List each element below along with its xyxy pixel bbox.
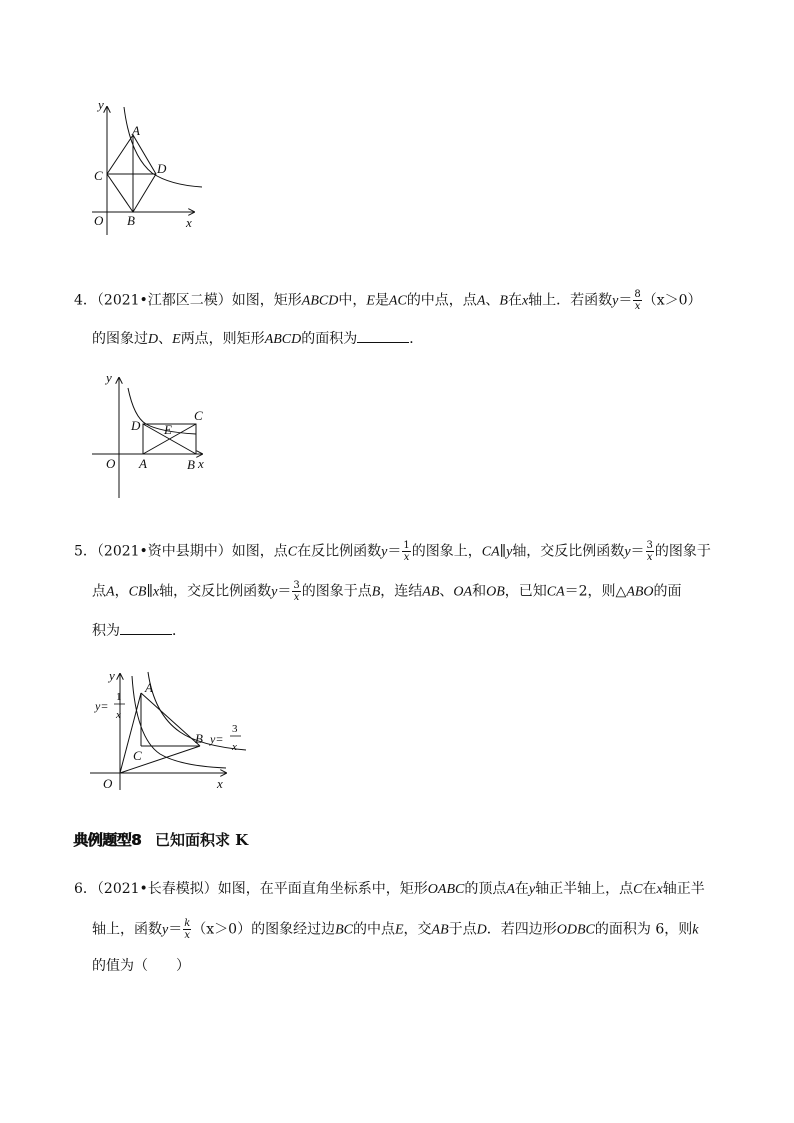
q5-fraction-3: $\frac{3}{x}$ [646,540,653,563]
q4-text: 中， [338,292,367,309]
q5-var-oa: OA [453,584,473,600]
q5-text: ，连结 [380,583,423,600]
q4-var-e: E [366,293,375,309]
label-a: A [139,456,147,471]
label-d: D [157,161,167,176]
q6-text: 的顶点 [464,881,507,897]
label-curve3-lhs: y= [210,732,224,746]
label-b: B [127,213,135,228]
q6-text: 的面积为 6，则 [594,921,693,938]
q4-var-d: D [148,332,159,347]
q6-text: 的图象经过边 [251,921,336,938]
q6-text: 在 [514,881,529,897]
q6-answer-paren: 的值为（ ） [92,958,190,974]
q5-text: 积为 [92,623,120,639]
q4-text: 在 [507,292,522,309]
q6-var-odbc: ODBC [556,922,595,938]
figure-q4-svg [90,372,220,502]
q6-text: ＝ [168,921,183,938]
q5-parallel: ∥ [146,583,153,600]
q5-var-a: A [106,584,115,600]
label-c: C [133,748,142,763]
q4-line-1 [74,289,702,312]
q6-text: 于点 [448,921,477,938]
q4-text: ＝ [618,292,633,309]
q6-var-y: y [162,922,169,938]
q4-fraction: $\frac{8}{x}$ [634,289,641,312]
label-c: C [94,168,103,183]
q5-var-c: C [287,544,298,560]
q6-text: 轴正半轴上，点 [535,881,634,897]
q6-line-1 [74,879,705,900]
q4-text: 、 [158,331,173,347]
label-y: y [106,370,112,385]
q5-text: 轴，交反比例函数 [159,583,272,600]
label-d: D [131,418,141,433]
q6-var-c: C [633,882,643,897]
q4-var-abcd: ABCD [264,332,302,347]
label-y: y [109,668,115,683]
q5-text: 、 [439,583,454,600]
q5-var-abo: ABO [626,584,654,600]
q4-var-b: B [499,293,508,309]
q4-var-e: E [172,332,181,347]
label-x: x [217,776,223,791]
q5-text: 点 [92,583,106,600]
q6-text: ．若四边形 [486,921,557,938]
q6-fraction: $\frac{k}{x}$ [184,918,191,941]
label-curve3-num: 3 [232,723,238,735]
label-o: O [106,456,116,471]
q5-var-y: y [506,544,513,560]
q6-var-x: x [656,882,663,897]
section-title: 已知面积求 K [154,831,249,849]
q6-text: ，交 [403,921,432,938]
q5-text: 的图象上， [411,543,482,560]
q4-text: 的中点，点 [406,292,477,309]
q4-text: 是 [374,292,389,309]
q6-text: 的中点 [352,921,395,938]
q6-text: 轴正半 [662,881,705,897]
label-a: A [145,680,153,695]
q6-var-e: E [394,922,404,938]
q5-text: ＝2，则△ [564,583,627,600]
q5-fraction-1: $\frac{1}{x}$ [403,540,410,563]
q6-var-ab: AB [431,922,449,938]
q6-condition: （x＞0） [192,921,252,938]
q5-var-ab: AB [422,584,440,600]
label-c: C [194,408,203,423]
q5-text: ＝ [630,543,645,560]
q5-text: 和 [472,583,487,600]
q4-var-ac: AC [388,293,407,309]
label-curve3-den: x [232,741,237,753]
q5-var-ca: CA [546,584,565,600]
label-curve1-den: x [116,709,121,721]
q5-text: 在反比例函数 [297,543,382,560]
q6-text: 6．（2021•长春模拟）如图，在平面直角坐标系中，矩形 [74,881,428,897]
label-b: B [187,457,195,472]
q6-var-k: k [692,922,699,938]
label-y: y [98,97,104,112]
q4-text: 两点，则矩形 [180,331,265,347]
q5-var-cb: CB [128,584,147,600]
q5-var-ca: CA [481,544,500,560]
q5-text: 的图象于 [654,543,711,560]
label-o: O [103,776,113,791]
q4-text: 的面积为 [301,331,358,347]
q6-var-bc: BC [335,922,353,938]
q6-line-2 [92,918,698,941]
q4-var-abcd: ABCD [301,293,339,309]
q5-var-x: x [152,584,160,600]
section-heading [73,829,248,850]
q5-text: ＝ [387,543,402,560]
q5-line-3 [92,620,186,641]
q6-var-a: A [506,882,515,897]
q5-var-y: y [381,544,388,560]
q5-fraction-3: $\frac{3}{x}$ [293,580,300,603]
q6-text: 轴上，函数 [92,921,162,938]
q5-text: 5．（2021•资中县期中）如图，点 [74,543,288,560]
q5-var-ob: OB [486,584,505,600]
q4-text: 4．（2021•江都区二模）如图，矩形 [74,292,302,309]
label-b: B [195,731,203,746]
q4-line-2 [92,328,423,350]
q4-text: ． [409,331,424,347]
segment-ab [141,693,200,746]
q5-var-y: y [271,584,278,600]
q5-text: ． [172,623,186,639]
q4-var-a: A [476,293,486,309]
q6-text: 在 [642,881,657,897]
q5-answer-blank[interactable] [120,620,172,635]
q5-text: 的图象于点 [301,583,372,600]
q6-var-oabc: OABC [427,882,465,897]
label-curve1-lhs: y= [95,699,109,713]
label-a: A [132,123,140,138]
q4-text: 、 [485,292,500,309]
label-e: E [164,422,172,437]
label-x: x [198,456,204,471]
q5-text: 的面 [653,583,682,600]
figure-q3-svg [90,95,210,235]
q6-var-d: D [476,922,487,938]
label-curve1-num: 1 [116,691,122,703]
q4-condition: （x＞0） [642,292,702,309]
q5-text: 轴，交反比例函数 [512,543,625,560]
q4-answer-blank[interactable] [357,328,409,343]
q4-var-x: x [521,293,529,309]
q5-text: ＝ [277,583,292,600]
label-o: O [94,213,104,228]
q5-parallel: ∥ [499,543,507,560]
q5-text: ， [114,583,129,600]
q4-var-y: y [612,293,619,309]
segment-ob [120,746,200,773]
q6-var-y: y [528,882,536,897]
q5-text: ，已知 [504,583,547,600]
figure-q5-svg [90,668,260,793]
q5-line-1 [74,540,711,563]
q4-text: 轴上．若函数 [528,292,613,309]
figure-q4 [90,372,220,502]
figure-q5 [90,668,260,793]
section-tag: 典例题型8 [73,831,141,849]
figure-q3 [90,95,210,235]
q4-text: 的图象过 [92,331,148,347]
label-x: x [186,215,192,230]
q5-var-b: B [371,584,381,600]
q6-line-3 [92,956,190,976]
q5-line-2 [92,580,682,603]
q5-var-y: y [624,544,631,560]
